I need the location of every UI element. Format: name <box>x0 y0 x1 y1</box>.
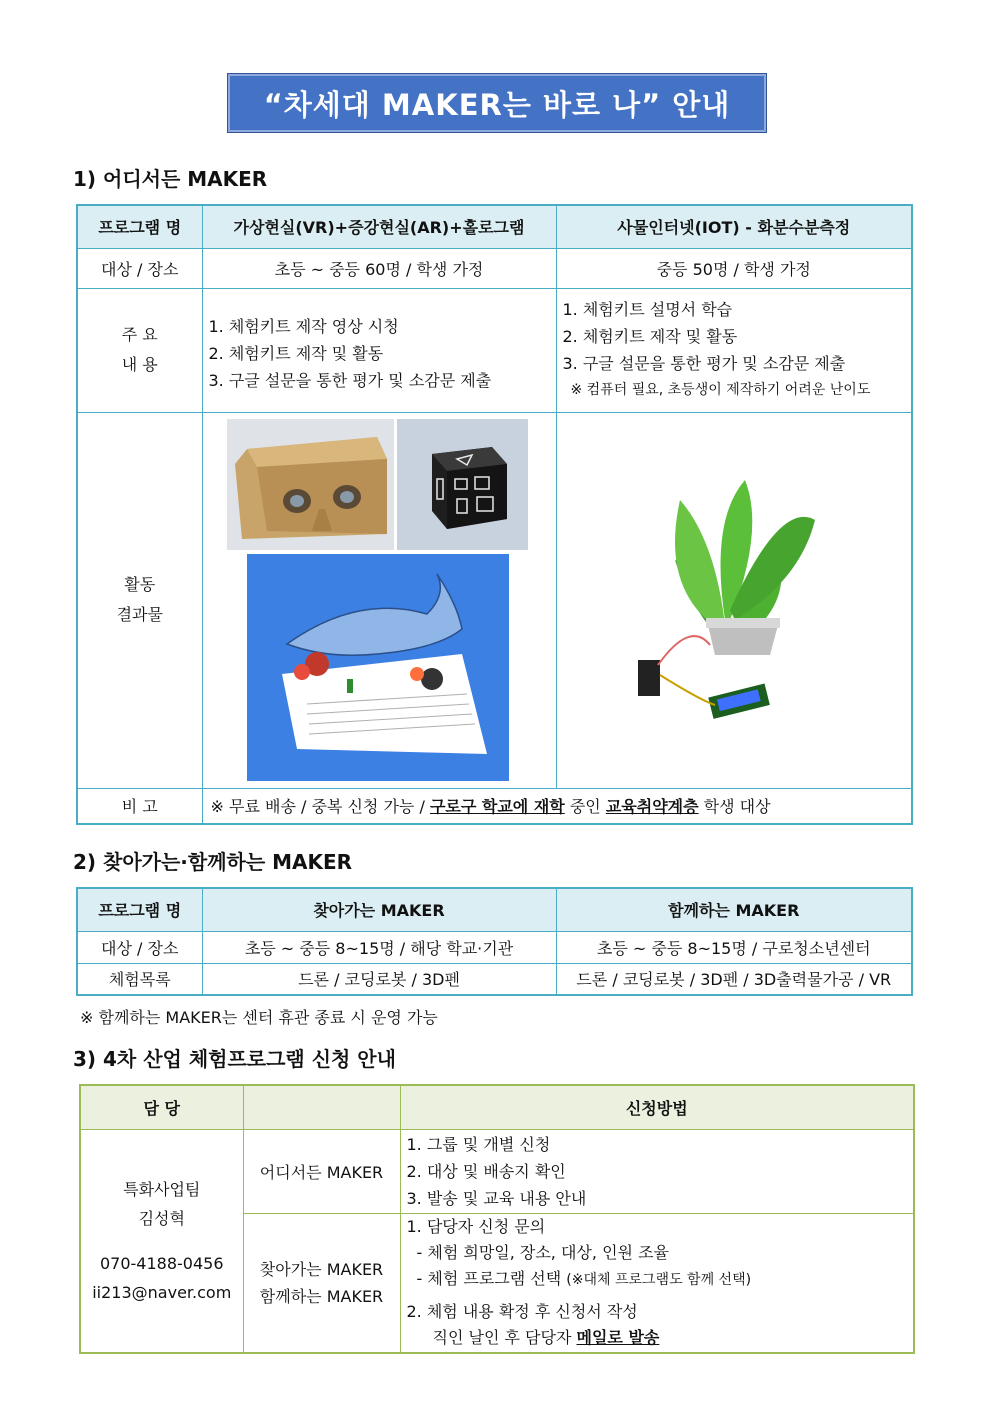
list-item: 2. 체험키트 제작 및 활동 <box>208 343 384 363</box>
section1-heading: 1) 어디서든 MAKER <box>73 167 268 191</box>
result-label: 활동 결과물 <box>77 412 202 788</box>
email-send-underline: 메일로 발송 <box>576 1328 660 1348</box>
header-iot: 사물인터넷(IOT) - 화분수분측정 <box>556 205 912 248</box>
section2-heading: 2) 찾아가는·함께하는 MAKER <box>73 850 353 874</box>
remark-text: ※ 무료 배송 / 중복 신청 가능 / 구로구 학교에 재학 중인 교육취약계층 학생 대상 <box>202 788 912 824</box>
list-item: 직인 날인 후 담당자 메일로 발송 <box>432 1328 660 1348</box>
row1-steps <box>400 1129 914 1213</box>
header-manager: 담 당 <box>80 1085 243 1129</box>
header-program-name: 프로그램 명 <box>77 205 202 248</box>
list-item: 3. 구글 설문을 통한 평가 및 소감문 제출 <box>562 354 846 373</box>
header-together-maker: 함께하는 MAKER <box>556 888 912 931</box>
list-item: 2. 체험 내용 확정 후 신청서 작성 <box>406 1302 638 1322</box>
difficulty-note: ※ 컴퓨터 필요, 초등생이 제작하기 어려운 난이도 <box>570 382 871 398</box>
iot-plant-image <box>630 460 830 750</box>
header-empty <box>243 1085 400 1129</box>
page-title: “차세대 MAKER는 바로 나” 안내 <box>227 73 767 133</box>
remark-underline-school: 구로구 학교에 재학 <box>429 797 565 817</box>
activity-list-visiting: 드론 / 코딩로봇 / 3D펜 <box>202 963 556 995</box>
list-item: 3. 발송 및 교육 내용 안내 <box>406 1188 587 1208</box>
section3-heading: 3) 4차 산업 체험프로그램 신청 안내 <box>73 1047 396 1071</box>
activity-list-together: 드론 / 코딩로봇 / 3D펜 / 3D출력물가공 / VR <box>556 963 912 995</box>
header-vr-ar: 가상현실(VR)+증강현실(AR)+홀로그램 <box>202 205 556 248</box>
contact-email[interactable]: ii213@naver.com <box>92 1282 232 1302</box>
row1-label: 어디서든 MAKER <box>243 1129 400 1213</box>
contact-team: 특화사업팀 <box>123 1179 201 1199</box>
list-item: 2. 대상 및 배송지 확인 <box>406 1161 566 1181</box>
target-visiting: 초등 ~ 중등 8~15명 / 해당 학교·기관 <box>202 931 556 963</box>
target-iot: 중등 50명 / 학생 가정 <box>556 248 912 288</box>
section3-table <box>79 1084 915 1354</box>
list-item: - 체험 희망일, 장소, 대상, 인원 조율 <box>416 1243 669 1263</box>
target-label: 대상 / 장소 <box>77 248 202 288</box>
ar-cube-image <box>397 419 528 550</box>
content-label: 주 요 내 용 <box>77 288 202 412</box>
list-item: 1. 그룹 및 개별 신청 <box>406 1134 551 1154</box>
header-visiting-maker: 찾아가는 MAKER <box>202 888 556 931</box>
row2-steps <box>400 1213 914 1353</box>
target-label: 대상 / 장소 <box>77 931 202 963</box>
activity-list-label: 체험목록 <box>77 963 202 995</box>
target-vr: 초등 ~ 중등 60명 / 학생 가정 <box>202 248 556 288</box>
list-item: 2. 체험키트 제작 및 활동 <box>562 327 738 346</box>
list-item: 3. 구글 설문을 통한 평가 및 소감문 제출 <box>208 370 492 390</box>
header-program-name: 프로그램 명 <box>77 888 202 931</box>
list-item: 1. 체험키트 제작 영상 시청 <box>208 316 399 336</box>
contact-phone: 070-4188-0456 <box>99 1253 224 1273</box>
header-apply-method: 신청방법 <box>400 1085 914 1129</box>
list-item: - 체험 프로그램 선택 (※대체 프로그램도 함께 선택) <box>416 1269 752 1289</box>
section2-note: ※ 함께하는 MAKER는 센터 휴관 종료 시 운영 가능 <box>80 1008 438 1027</box>
list-item: 1. 체험키트 설명서 학습 <box>562 300 733 319</box>
section2-table <box>76 887 913 996</box>
contact-name: 김성혁 <box>138 1208 185 1228</box>
remark-label: 비 고 <box>77 788 202 824</box>
row2-label: 찾아가는 MAKER 함께하는 MAKER <box>243 1213 400 1353</box>
vr-cardboard-image <box>227 419 394 550</box>
target-together: 초등 ~ 중등 8~15명 / 구로청소년센터 <box>556 931 912 963</box>
contact-cell <box>80 1129 243 1353</box>
content-iot-list <box>556 288 912 412</box>
content-vr-list <box>202 288 556 412</box>
remark-underline-vulnerable: 교육취약계층 <box>605 797 699 817</box>
list-item: 1. 담당자 신청 문의 <box>406 1217 546 1237</box>
ar-shark-image <box>247 554 509 781</box>
